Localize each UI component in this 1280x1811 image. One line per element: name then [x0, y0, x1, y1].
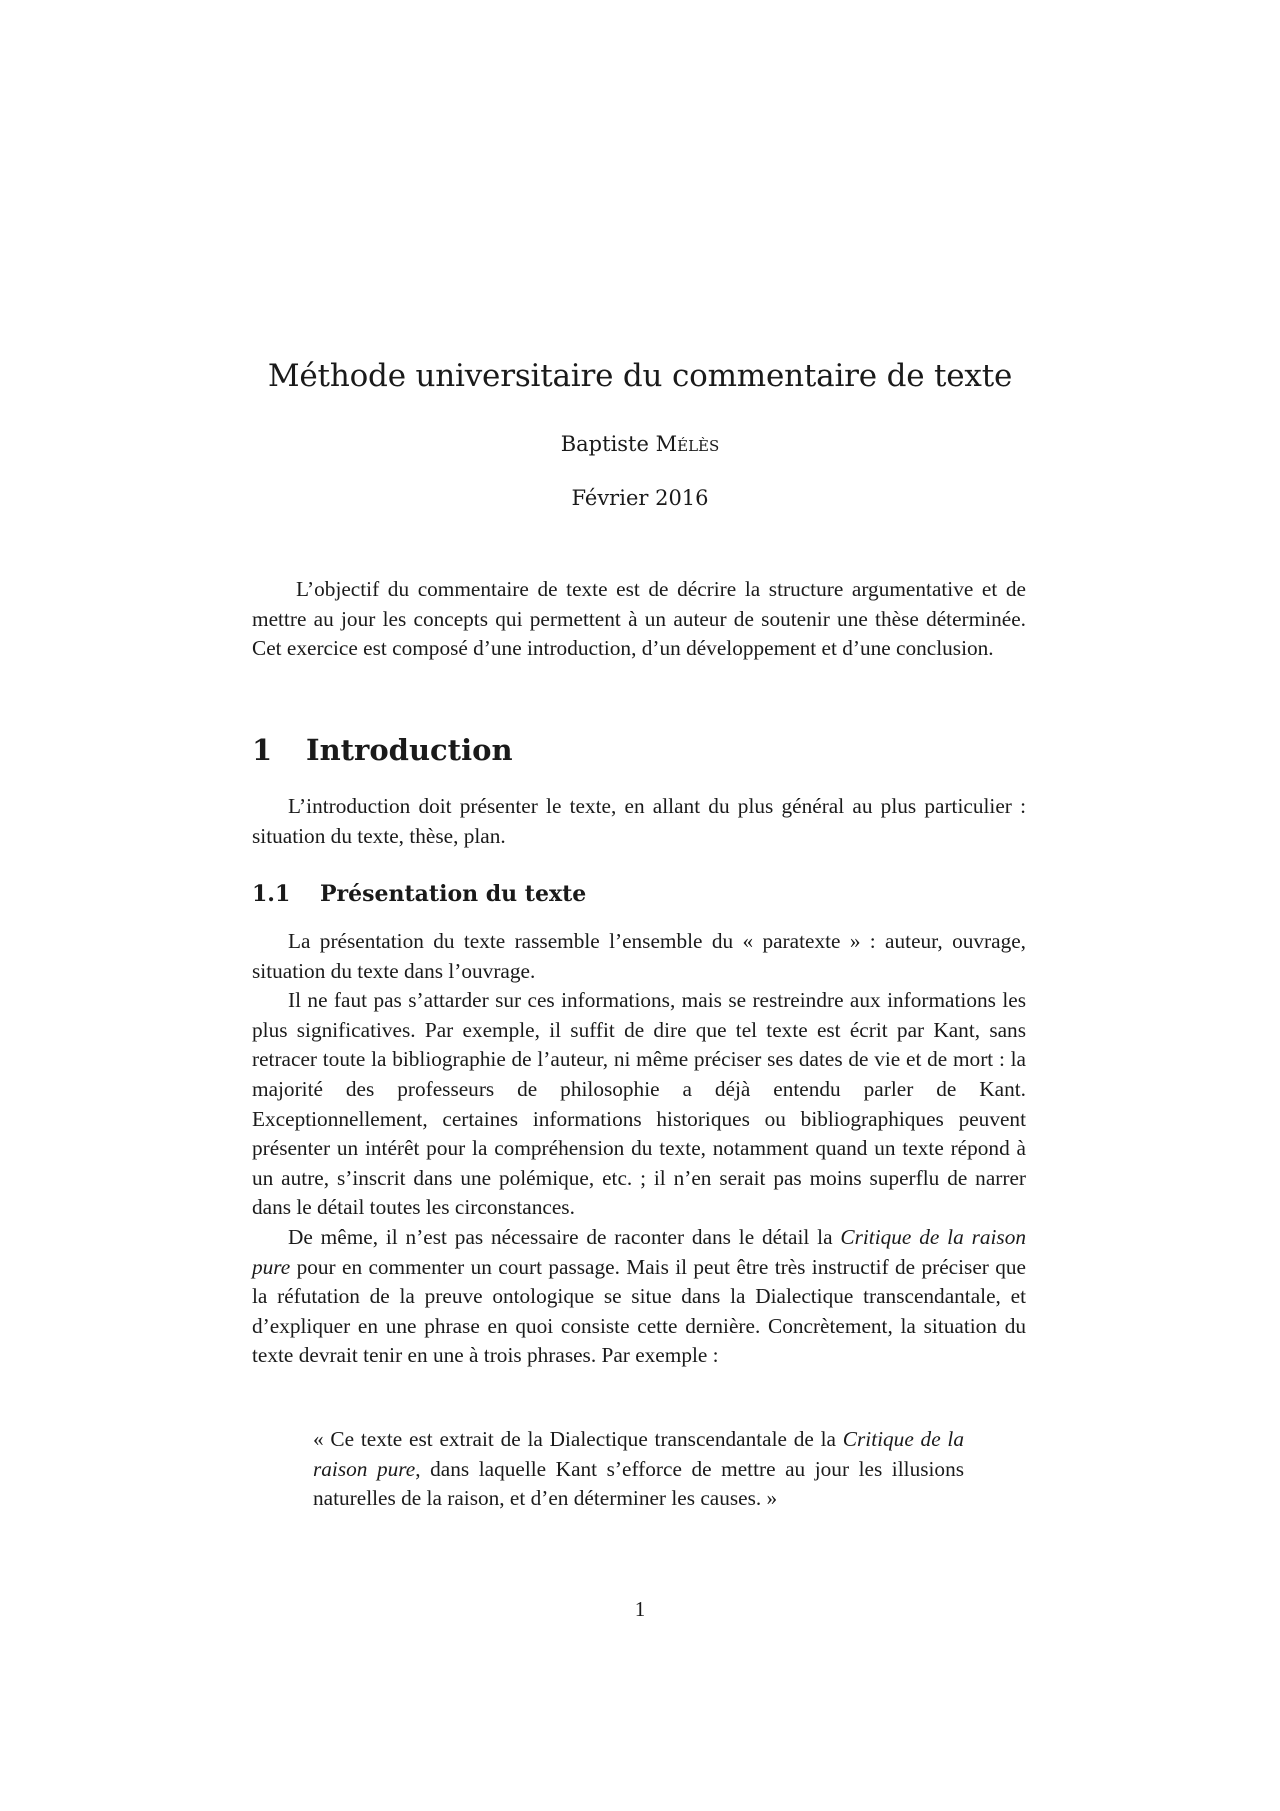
abstract-paragraph: L’objectif du commentaire de texte est de décrire la structure argumentative et de mettre au jour les concepts qui permettent à un auteur de soutenir une thèse déterminée. Cet exercice est composé d’une introduction, d’un développement et d’une conclusion. [252, 577, 1026, 661]
introduction-paragraph: L’introduction doit présenter le texte, en allant du plus général au plus particulier : situation du texte, thèse, plan. [252, 794, 1026, 848]
author-last-name: Mélès [655, 432, 720, 456]
abstract-block [252, 575, 1026, 664]
section-heading-introduction [252, 733, 513, 767]
subsection-heading-presentation [252, 881, 586, 907]
paragraph-3-text-a: De même, il n’est pas nécessaire de raconter dans le détail la [288, 1224, 841, 1249]
quote-book-title-italic: Critique de la raison pure [313, 1427, 964, 1481]
document-date: Février 2016 [571, 486, 709, 510]
presentation-paragraph-1: La présentation du texte rassemble l’ensemble du « paratexte » : auteur, ouvrage, situation du texte dans l’ouvrage. [252, 929, 1026, 983]
subsection-presentation-body [252, 927, 1026, 1371]
section-title: Introduction [306, 733, 513, 767]
section-introduction-body [252, 792, 1026, 851]
subsection-title: Présentation du texte [320, 881, 587, 907]
section-number: 1 [252, 733, 273, 767]
author-first-name: Baptiste [560, 432, 649, 456]
paragraph-3-text-b: pour en commenter un court passage. Mais il peut être très instructif de préciser que la réfutation de la preuve ontologique se situe dans la Dialectique transcendantale, et d’expliquer en une phrase en quoi consiste cette dernière. Concrètement, la situation du texte devrait tenir en une à trois phrases. Par exemple : [252, 1254, 1026, 1368]
quote-text-a: « Ce texte est extrait de la Dialectique transcendantale de la [313, 1427, 843, 1451]
subsection-number: 1.1 [252, 881, 291, 907]
quote-text-b: , dans laquelle Kant s’efforce de mettre au jour les illusions naturelles de la raison, et d’en déterminer les causes. » [313, 1456, 965, 1511]
presentation-paragraph-2: Il ne faut pas s’attarder sur ces informations, mais se restreindre aux informations les plus significatives. Par exemple, il suffit de dire que tel texte est écrit par Kant, sans retracer toute la bibliographie de l’auteur, ni même préciser ses dates de vie et de mort : la majorité des professeurs de philosophie a déjà entendu parler de Kant. Exceptionnellement, certaines informations historiques ou bibliographiques peuvent présenter un intérêt pour la compréhension du texte, notamment quand un texte répond à un autre, s’inscrit dans une polémique, etc. ; il n’en serait pas moins superflu de narrer dans le détail toutes les circonstances. [252, 988, 1026, 1220]
book-title-italic: Critique de la raison pure [252, 1224, 1027, 1279]
document-title: Méthode universitaire du commentaire de texte [267, 358, 1013, 394]
author-line [0, 432, 1280, 456]
presentation-paragraph-3 [252, 1223, 1026, 1371]
example-quote [313, 1425, 964, 1514]
page-number: 1 [634, 1597, 646, 1621]
